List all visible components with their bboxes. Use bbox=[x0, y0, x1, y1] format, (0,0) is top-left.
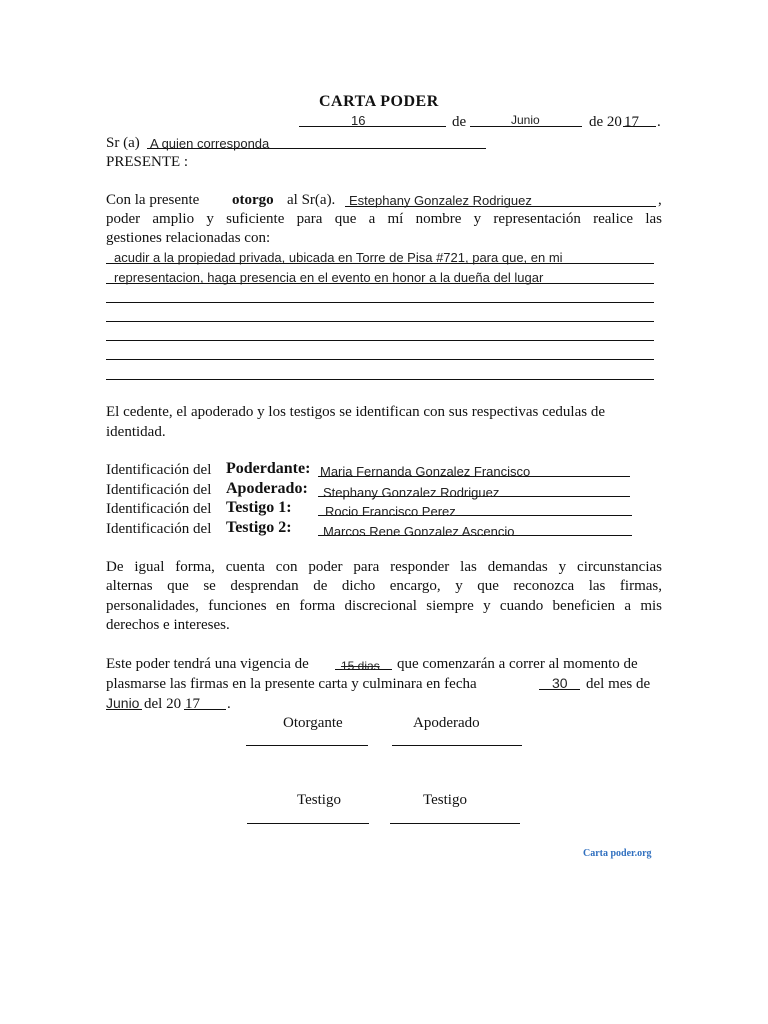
id-prefix-poderdante: Identificación del bbox=[106, 462, 212, 478]
date-day-line bbox=[299, 126, 446, 127]
document-title: CARTA PODER bbox=[319, 93, 439, 110]
powers-line-2: alternas que se desprendan de dicho encargo, y que reconozca las firmas, bbox=[106, 578, 662, 594]
identity-line-2: identidad. bbox=[106, 424, 166, 440]
grant-line-3: gestiones relacionadas con: bbox=[106, 230, 271, 246]
id-value-poderdante: Maria Fernanda Gonzalez Francisco bbox=[320, 464, 531, 479]
signature-label-testigo-2: Testigo bbox=[423, 792, 467, 808]
powers-line-3: personalidades, funciones en forma discrecional siempre y cuando beneficien a mis bbox=[106, 598, 662, 614]
powers-line-4: derechos e intereses. bbox=[106, 617, 230, 633]
task-text-2: representacion, haga presencia en el evento en honor a la dueña del lugar bbox=[114, 270, 544, 285]
date-year: 17 bbox=[624, 114, 639, 130]
id-role-testigo-1: Testigo 1: bbox=[226, 499, 292, 516]
task-text-1: acudir a la propiedad privada, ubicada en Torre de Pisa #721, para que, en mi bbox=[114, 250, 563, 265]
id-value-testigo-1: Rocio Francisco Perez bbox=[325, 504, 456, 519]
footer-watermark: Carta poder.org bbox=[583, 848, 652, 859]
addressee-label: Sr (a) bbox=[106, 135, 140, 151]
grant-line-2: poder amplio y suficiente para que a mí nombre y representación realice las bbox=[106, 211, 662, 227]
addressee-value: A quien corresponda bbox=[150, 136, 270, 151]
date-de-2: de 20 bbox=[589, 114, 622, 130]
validity-intro: Este poder tendrá una vigencia de bbox=[106, 656, 309, 672]
task-line-5 bbox=[106, 340, 654, 341]
validity-line-2-b: del mes de bbox=[586, 676, 651, 692]
signature-line-otorgante bbox=[246, 745, 368, 746]
grant-intro: Con la presente bbox=[106, 192, 200, 208]
grant-al-sr: al Sr(a). bbox=[287, 192, 336, 208]
presente-label: PRESENTE : bbox=[106, 154, 189, 170]
validity-duration: 15 dias bbox=[341, 659, 380, 673]
id-prefix-testigo-1: Identificación del bbox=[106, 501, 212, 517]
id-role-testigo-2: Testigo 2: bbox=[226, 519, 292, 536]
id-value-apoderado: Stephany Gonzalez Rodriguez bbox=[323, 485, 500, 500]
date-month: Junio bbox=[511, 113, 540, 127]
validity-end-year: 17 bbox=[185, 696, 200, 712]
identity-line-1: El cedente, el apoderado y los testigos se identifican con sus respectivas cedulas de bbox=[106, 404, 605, 420]
task-line-6 bbox=[106, 359, 654, 360]
validity-intro-b: que comenzarán a correr al momento de bbox=[397, 656, 638, 672]
id-prefix-testigo-2: Identificación del bbox=[106, 521, 212, 537]
id-role-apoderado: Apoderado: bbox=[226, 480, 308, 497]
powers-line-1: De igual forma, cuenta con poder para responder las demandas y circunstancias bbox=[106, 559, 662, 575]
grantee-name: Estephany Gonzalez Rodriguez bbox=[349, 193, 532, 208]
task-line-7 bbox=[106, 379, 654, 380]
validity-end-day: 30 bbox=[552, 675, 568, 691]
date-period: . bbox=[657, 114, 661, 130]
date-de-1: de bbox=[452, 114, 467, 130]
grant-comma: , bbox=[658, 192, 662, 208]
signature-label-otorgante: Otorgante bbox=[283, 715, 343, 731]
validity-end-period: . bbox=[227, 696, 231, 712]
task-line-3 bbox=[106, 302, 654, 303]
validity-end-month: Junio bbox=[106, 695, 140, 711]
validity-del: del 20 bbox=[144, 696, 182, 712]
id-role-poderdante: Poderdante: bbox=[226, 460, 311, 477]
validity-end-month-line bbox=[106, 709, 142, 710]
id-prefix-apoderado: Identificación del bbox=[106, 482, 212, 498]
validity-line-2: plasmarse las firmas en la presente carta y culminara en fecha bbox=[106, 676, 477, 692]
signature-line-apoderado bbox=[392, 745, 522, 746]
date-day: 16 bbox=[351, 113, 366, 128]
grant-otorgo: otorgo bbox=[232, 192, 274, 208]
signature-line-testigo-1 bbox=[247, 823, 369, 824]
signature-label-apoderado: Apoderado bbox=[413, 715, 480, 731]
id-value-testigo-2: Marcos Rene Gonzalez Ascencio bbox=[323, 524, 515, 539]
task-line-4 bbox=[106, 321, 654, 322]
signature-label-testigo-1: Testigo bbox=[297, 792, 341, 808]
signature-line-testigo-2 bbox=[390, 823, 520, 824]
